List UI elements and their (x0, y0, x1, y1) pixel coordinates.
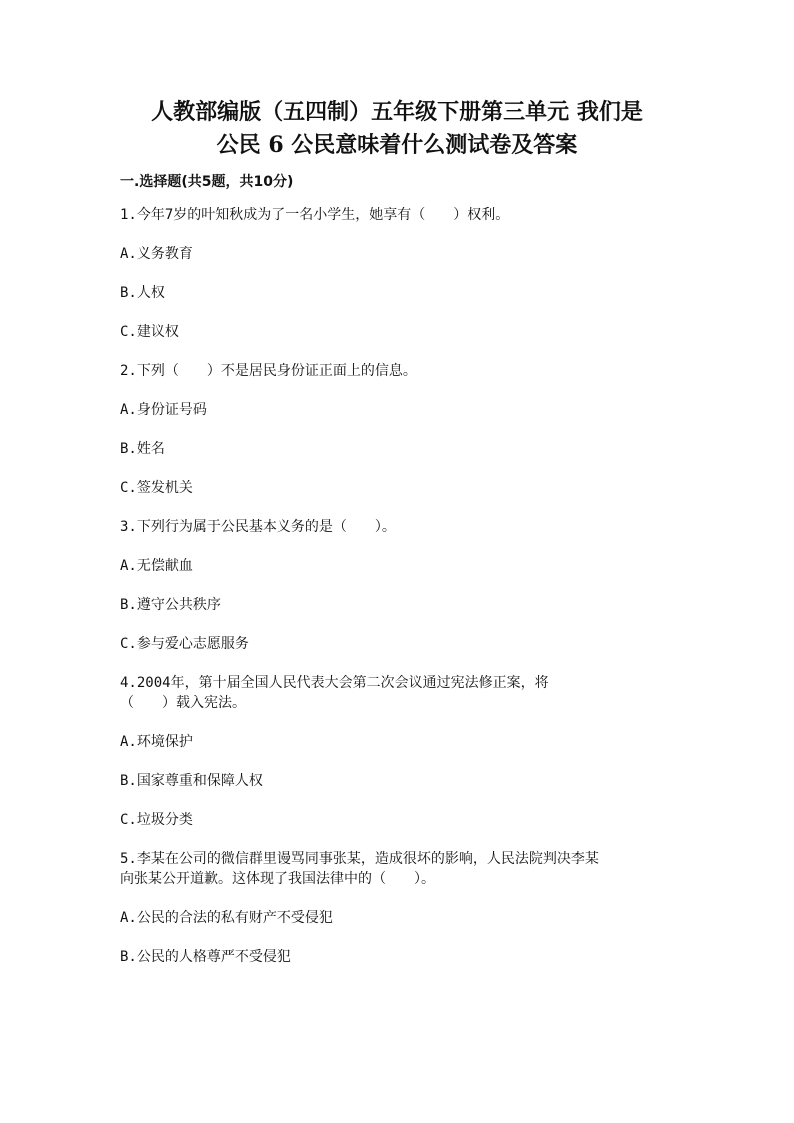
question-2-option-c: C.签发机关 (120, 480, 193, 496)
question-2-option-b: B.姓名 (120, 441, 165, 457)
document-title (120, 96, 674, 162)
question-3-stem: 3.下列行为属于公民基本义务的是（ ）。 (120, 519, 396, 535)
question-2-option-a: A.身份证号码 (120, 402, 207, 418)
question-4-option-c: C.垃圾分类 (120, 812, 193, 828)
question-1-option-a: A.义务教育 (120, 246, 193, 262)
question-1-option-b: B.人权 (120, 285, 165, 301)
question-4-option-b: B.国家尊重和保障人权 (120, 773, 263, 789)
question-5 (120, 849, 674, 967)
question-1 (120, 205, 674, 342)
question-5-stem-line-1: 5.李某在公司的微信群里谩骂同事张某，造成很坏的影响，人民法院判决李某 (120, 851, 599, 867)
question-4 (120, 673, 674, 830)
question-5-stem (120, 849, 674, 889)
question-3 (120, 517, 674, 654)
question-5-option-a: A.公民的合法的私有财产不受侵犯 (120, 910, 333, 926)
title-line-2: 公民 6 公民意味着什么测试卷及答案 (216, 132, 578, 158)
question-4-stem (120, 673, 674, 713)
question-4-option-a: A.环境保护 (120, 734, 193, 750)
question-3-option-a: A.无偿献血 (120, 558, 193, 574)
question-2-stem: 2.下列（ ）不是居民身份证正面上的信息。 (120, 363, 417, 379)
question-5-stem-line-2: 向张某公开道歉。这体现了我国法律中的（ ）。 (120, 871, 435, 887)
section-heading: 一.选择题(共5题，共10分) (120, 174, 294, 190)
title-line-1: 人教部编版（五四制）五年级下册第三单元 我们是 (151, 99, 643, 125)
question-5-option-b: B.公民的人格尊严不受侵犯 (120, 949, 291, 965)
question-1-option-c: C.建议权 (120, 324, 179, 340)
question-1-stem: 1.今年7岁的叶知秋成为了一名小学生，她享有（ ）权利。 (120, 207, 510, 223)
question-3-option-c: C.参与爱心志愿服务 (120, 636, 249, 652)
question-4-stem-line-1: 4.2004年，第十届全国人民代表大会第二次会议通过宪法修正案，将 (120, 675, 549, 691)
question-3-option-b: B.遵守公共秩序 (120, 597, 221, 613)
question-4-stem-line-2: （ ）载入宪法。 (120, 695, 246, 711)
question-2 (120, 361, 674, 498)
